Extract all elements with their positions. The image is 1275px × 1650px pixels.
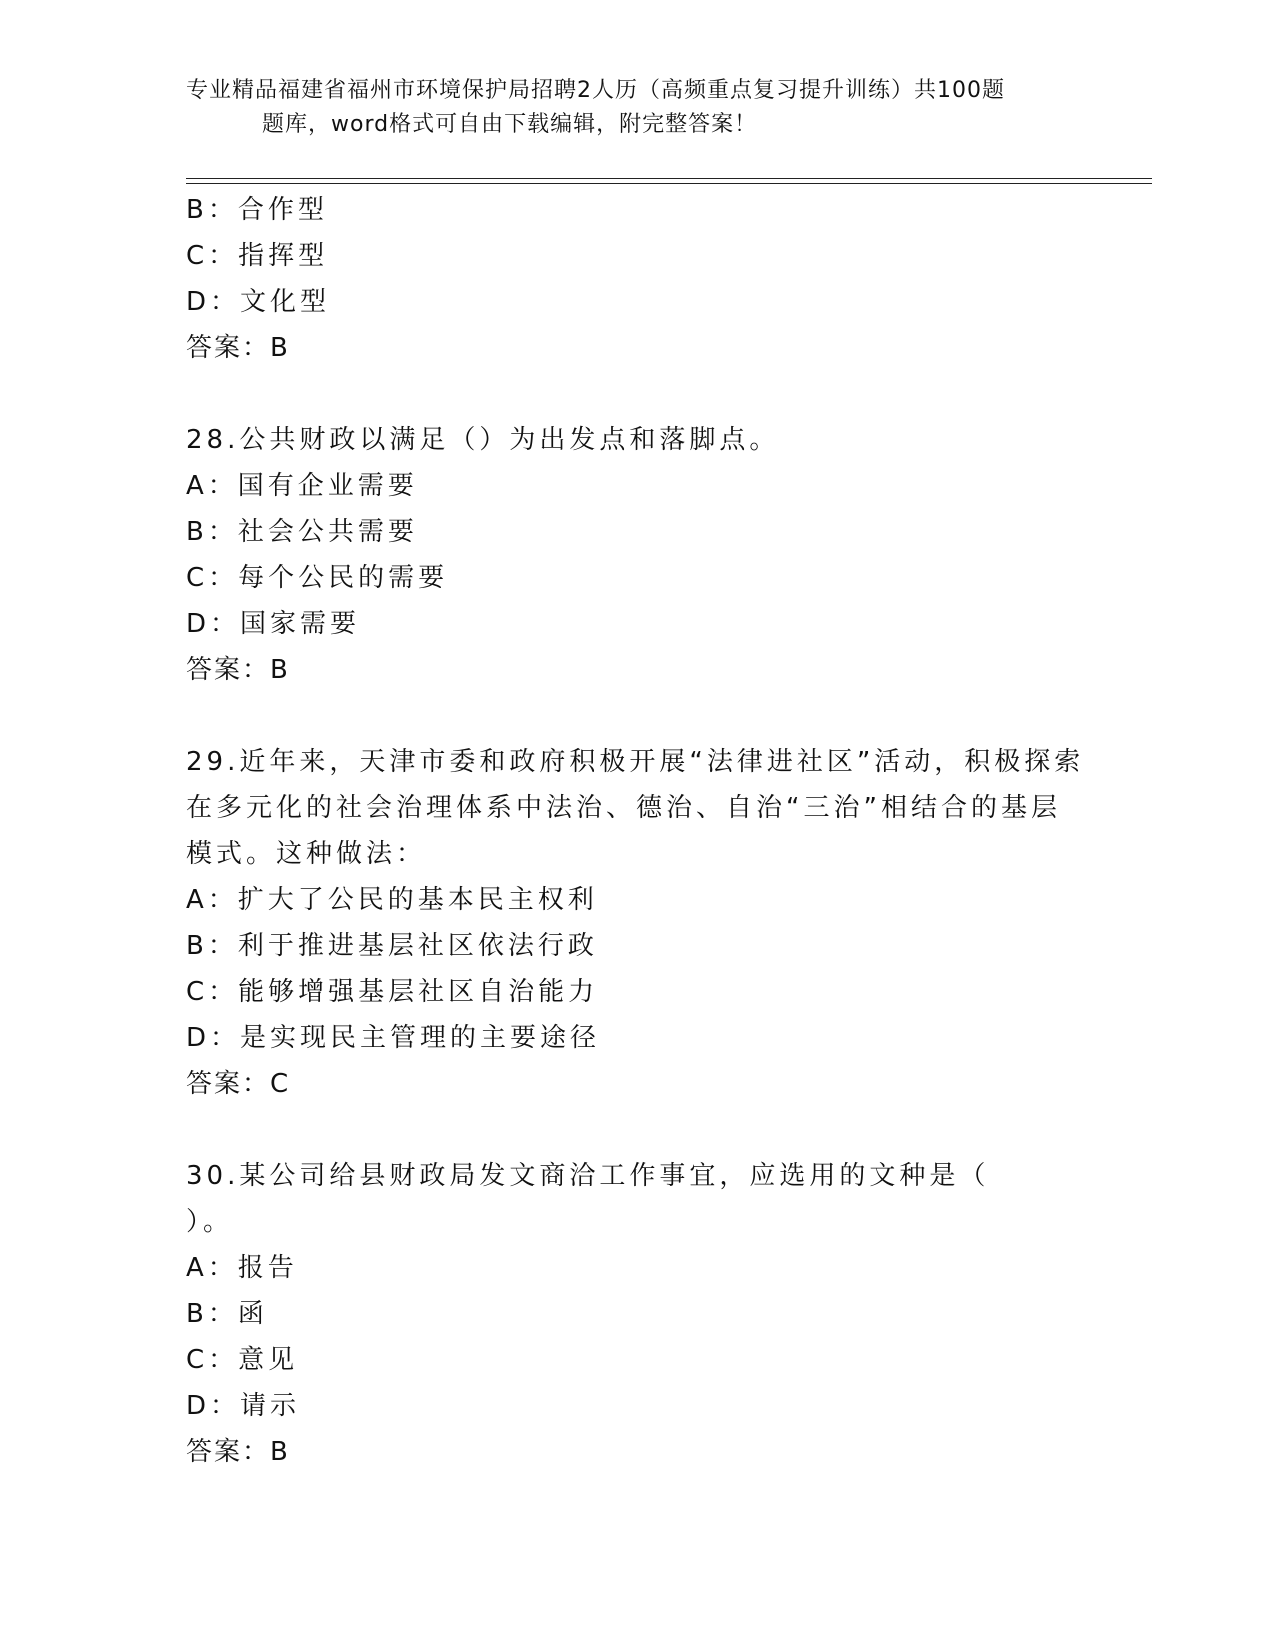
option-a: A：国有企业需要 [186, 471, 418, 501]
option-c: C：能够增强基层社区自治能力 [186, 977, 599, 1007]
question-29 [186, 739, 1086, 1107]
question-carryover [186, 187, 1086, 371]
option-c: C：每个公民的需要 [186, 563, 449, 593]
header-divider-bottom [186, 183, 1152, 184]
option-d: D：文化型 [186, 287, 331, 317]
answer: 答案：C [186, 1069, 291, 1099]
question-stem: 28.公共财政以满足（）为出发点和落脚点。 [186, 425, 780, 455]
option-b: B：函 [186, 1299, 268, 1329]
option-b: B：社会公共需要 [186, 517, 418, 547]
option-d: D：请示 [186, 1391, 301, 1421]
header-title-line1: 专业精品福建省福州市环境保护局招聘2人历（高频重点复习提升训练）共100题 [186, 78, 1005, 103]
option-c: C：指挥型 [186, 241, 329, 271]
document-header [186, 74, 1086, 142]
header-divider-top [186, 178, 1152, 179]
question-stem: 29.近年来，天津市委和政府积极开展“法律进社区”活动，积极探索在多元化的社会治理体系中法治、德治、自治“三治”相结合的基层模式。这种做法： [186, 747, 1085, 869]
option-a: A：报告 [186, 1253, 298, 1283]
option-c: C：意见 [186, 1345, 299, 1375]
question-30 [186, 1153, 1086, 1475]
answer: 答案：B [186, 333, 290, 363]
answer: 答案：B [186, 655, 290, 685]
header-title-line2: 题库，word格式可自由下载编辑，附完整答案！ [262, 112, 758, 137]
question-list [186, 187, 1086, 1475]
option-a: A：扩大了公民的基本民主权利 [186, 885, 598, 915]
option-d: D：国家需要 [186, 609, 361, 639]
question-stem: 30.某公司给县财政局发文商洽工作事宜，应选用的文种是（ ）。 [186, 1161, 1050, 1237]
answer: 答案：B [186, 1437, 290, 1467]
question-28 [186, 417, 1086, 693]
option-b: B：合作型 [186, 195, 328, 225]
option-d: D：是实现民主管理的主要途径 [186, 1023, 601, 1053]
option-b: B：利于推进基层社区依法行政 [186, 931, 598, 961]
